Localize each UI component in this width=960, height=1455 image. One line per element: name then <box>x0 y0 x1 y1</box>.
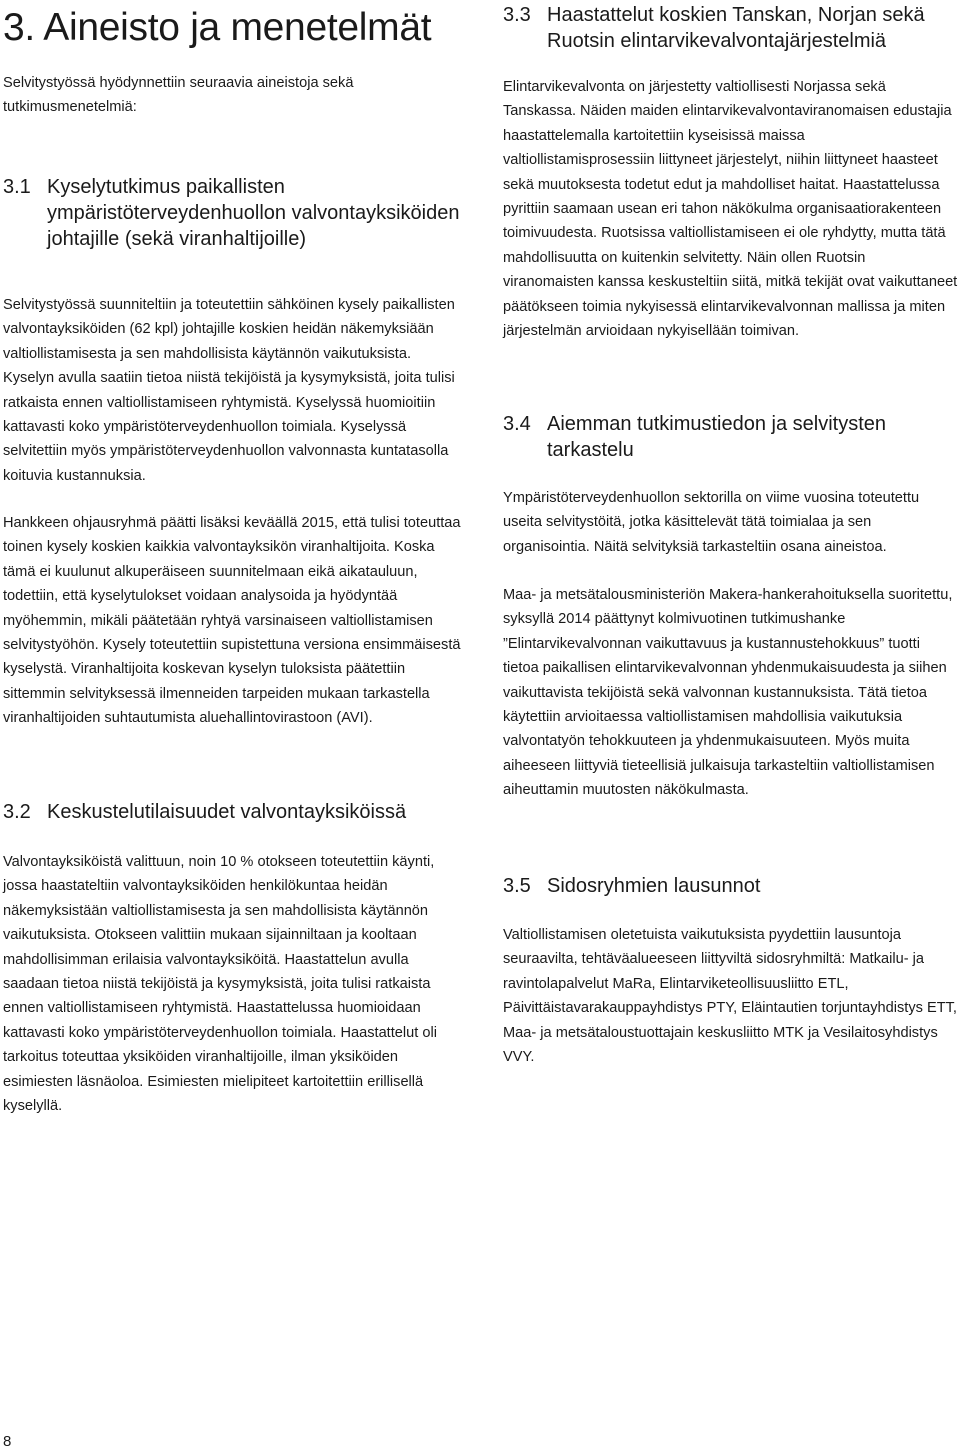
section-3-2-heading <box>3 799 463 825</box>
section-3-4-paragraph-1: Ympäristöterveydenhuollon sektorilla on viime vuosina toteutettu useita selvitystöitä, jotka käsittelevät tätä toimialaa ja sen organisointia. Näitä selvityksiä tarkasteltiin osana aineistoa. <box>503 490 920 555</box>
section-number: 3.5 <box>503 875 531 897</box>
section-3-5-paragraph-1: Valtiollistamisen oletetuista vaikutuksista pyydettiin lausuntoja seuraavilta, tehtäväalueeseen liittyviltä sidosryhmiltä: Matkailu- ja ravintolapalvelut MaRa, Elintarviketeollisuusliitto ETL, Päivittäistavarakauppayhdistys PTY, Eläintautien torjuntayhdistys ETT, Maa- ja metsätaloustuottajain keskusliitto MTK ja Vesilaitosyhdistys VVY. <box>503 927 957 1066</box>
section-number: 3.3 <box>503 4 531 26</box>
page-number: 8 <box>3 1433 12 1450</box>
section-3-1-paragraph-2: Hankkeen ohjausryhmä päätti lisäksi keväällä 2015, että tulisi toteuttaa toinen kysely koskien kaikkia valvontayksikön viranhaltijoita. Koska tämä ei kuulunut alkuperäiseen suunnitelmaan eikä aikatauluun, todettiin, että kyselytulokset voidaan analysoida ja hyödyntää myöhemmin, mikäli päätetään ryhtyä varsinaiseen valtiollistamisen selvitystyöhön. Kysely toteutettiin supistettuna versiona ensimmäisestä kyselystä. Viranhaltijoita koskevan kyselyn tuloksista päätettiin sittemmin selvityksessä ilmenneiden tarpeiden mukaan tarkastella viranhaltijoiden suhtautumista aluehallintovirastoon (AVI). <box>3 515 461 727</box>
section-title: Aiemman tutkimustiedon ja selvitysten tarkastelu <box>547 413 887 461</box>
section-3-4-heading <box>503 411 958 463</box>
section-3-3-heading <box>503 2 958 54</box>
section-title: Keskustelutilaisuudet valvontayksiköissä <box>47 801 407 823</box>
chapter-title: 3. Aineisto ja menetelmät <box>3 6 432 49</box>
section-3-3-paragraph-1: Elintarvikevalvonta on järjestetty valtiollisesti Norjassa sekä Tanskassa. Näiden maiden elintarvikevalvontaviranomaisen edustajia haastattelemalla kartoitettiin kyseisissä maissa valtiollistamisprosessiin liittyneet järjestelyt, niihin liittyneet haasteet sekä muutoksesta todetut edut ja mahdolliset haitat. Haastattelussa pyrittiin saamaan usean eri tahon näkökulma organisaatiorakenteen toimivuudesta. Ruotsissa valtiollistamiseen ei ole ryhdytty, mutta tätä mahdollisuutta on kuitenkin selvitetty. Näin ollen Ruotsin viranomaisten kanssa keskusteltiin siitä, mitkä tekijät ovat vaikuttaneet päätökseen toimia nykyisessä elintarvikevalvonnan mallissa ja miten järjestelmän arvioidaan nykyisellään toimivan. <box>503 79 958 340</box>
section-title: Kyselytutkimus paikallisten ympäristöterveydenhuollon valvontayksiköiden johtajille (sekä viranhaltijoille) <box>47 176 460 250</box>
section-3-2-paragraph-1: Valvontayksiköistä valittuun, noin 10 % otokseen toteutettiin käynti, jossa haastateltiin valvontayksiköiden henkilökuntaa heidän näkemyksistään valtiollistamisesta ja sen mahdollisista käytännön vaikutuksista. Otokseen valittiin mukaan sijainniltaan ja kooltaan mahdollisimman erilaisia valvontayksiköitä. Haastattelun avulla saadaan tietoa niistä tekijöistä ja kysymyksistä, joita tulisi ratkaista ennen valtiollistamiseen ryhtymistä. Haastattelussa huomioidaan kattavasti koko ympäristöterveydenhuollon toimiala. Haastattelut oli tarkoitus toteuttaa yksiköiden viranhaltijoille, ilman yksiköiden esimiesten läsnäoloa. Esimiesten mielipiteet kartoitettiin erillisellä kyselyllä. <box>3 854 437 1115</box>
section-3-1-paragraph-1: Selvitystyössä suunniteltiin ja toteutettiin sähköinen kysely paikallisten valvontayksiköiden (62 kpl) johtajille koskien heidän näkemyksiään valtiollistamisesta ja sen mahdollisista käytännön vaikutuksista. Kyselyn avulla saatiin tietoa niistä tekijöistä ja kysymyksistä, joita tulisi ratkaista ennen valtiollistamiseen ryhtymistä. Kyselyssä huomioitiin kattavasti koko ympäristöterveydenhuollon toimiala. Kyselyssä selvitettiin myös ympäristöterveydenhuollon valvonnasta kuntatasolla koituvia kustannuksia. <box>3 297 455 484</box>
section-3-4-paragraph-2: Maa- ja metsätalousministeriön Makera-hankerahoituksella suoritettu, syksyllä 2014 päättynyt kolmivuotinen tutkimushanke ”Elintarvikevalvonnan vaikuttavuus ja kustannustehokkuus” tuotti tietoa paikallisen elintarvikevalvonnan yhdenmukaisuudesta ja siihen vaikuttavista tekijöistä sekä valvonnan kustannuksista. Tätä tietoa käytettiin arvioitaessa valtiollistamisen mahdollisia vaikutuksia valvontatyön tehokkuuteen ja yhdenmukaisuuteen. Myös muita aiheeseen liittyviä tieteellisiä julkaisuja tarkasteltiin valtiollistamisen aiheuttamin muutosten näkökulmasta. <box>503 587 953 799</box>
section-number: 3.4 <box>503 413 531 435</box>
intro-paragraph: Selvitystyössä hyödynnettiin seuraavia aineistoja sekä tutkimusmenetelmiä: <box>3 75 354 116</box>
section-number: 3.2 <box>3 801 31 823</box>
section-title: Sidosryhmien lausunnot <box>547 875 761 897</box>
section-title: Haastattelut koskien Tanskan, Norjan sekä Ruotsin elintarvikevalvontajärjestelmiä <box>547 4 925 52</box>
section-number: 3.1 <box>3 176 31 198</box>
section-3-1-heading <box>3 174 463 252</box>
section-3-5-heading <box>503 873 958 899</box>
